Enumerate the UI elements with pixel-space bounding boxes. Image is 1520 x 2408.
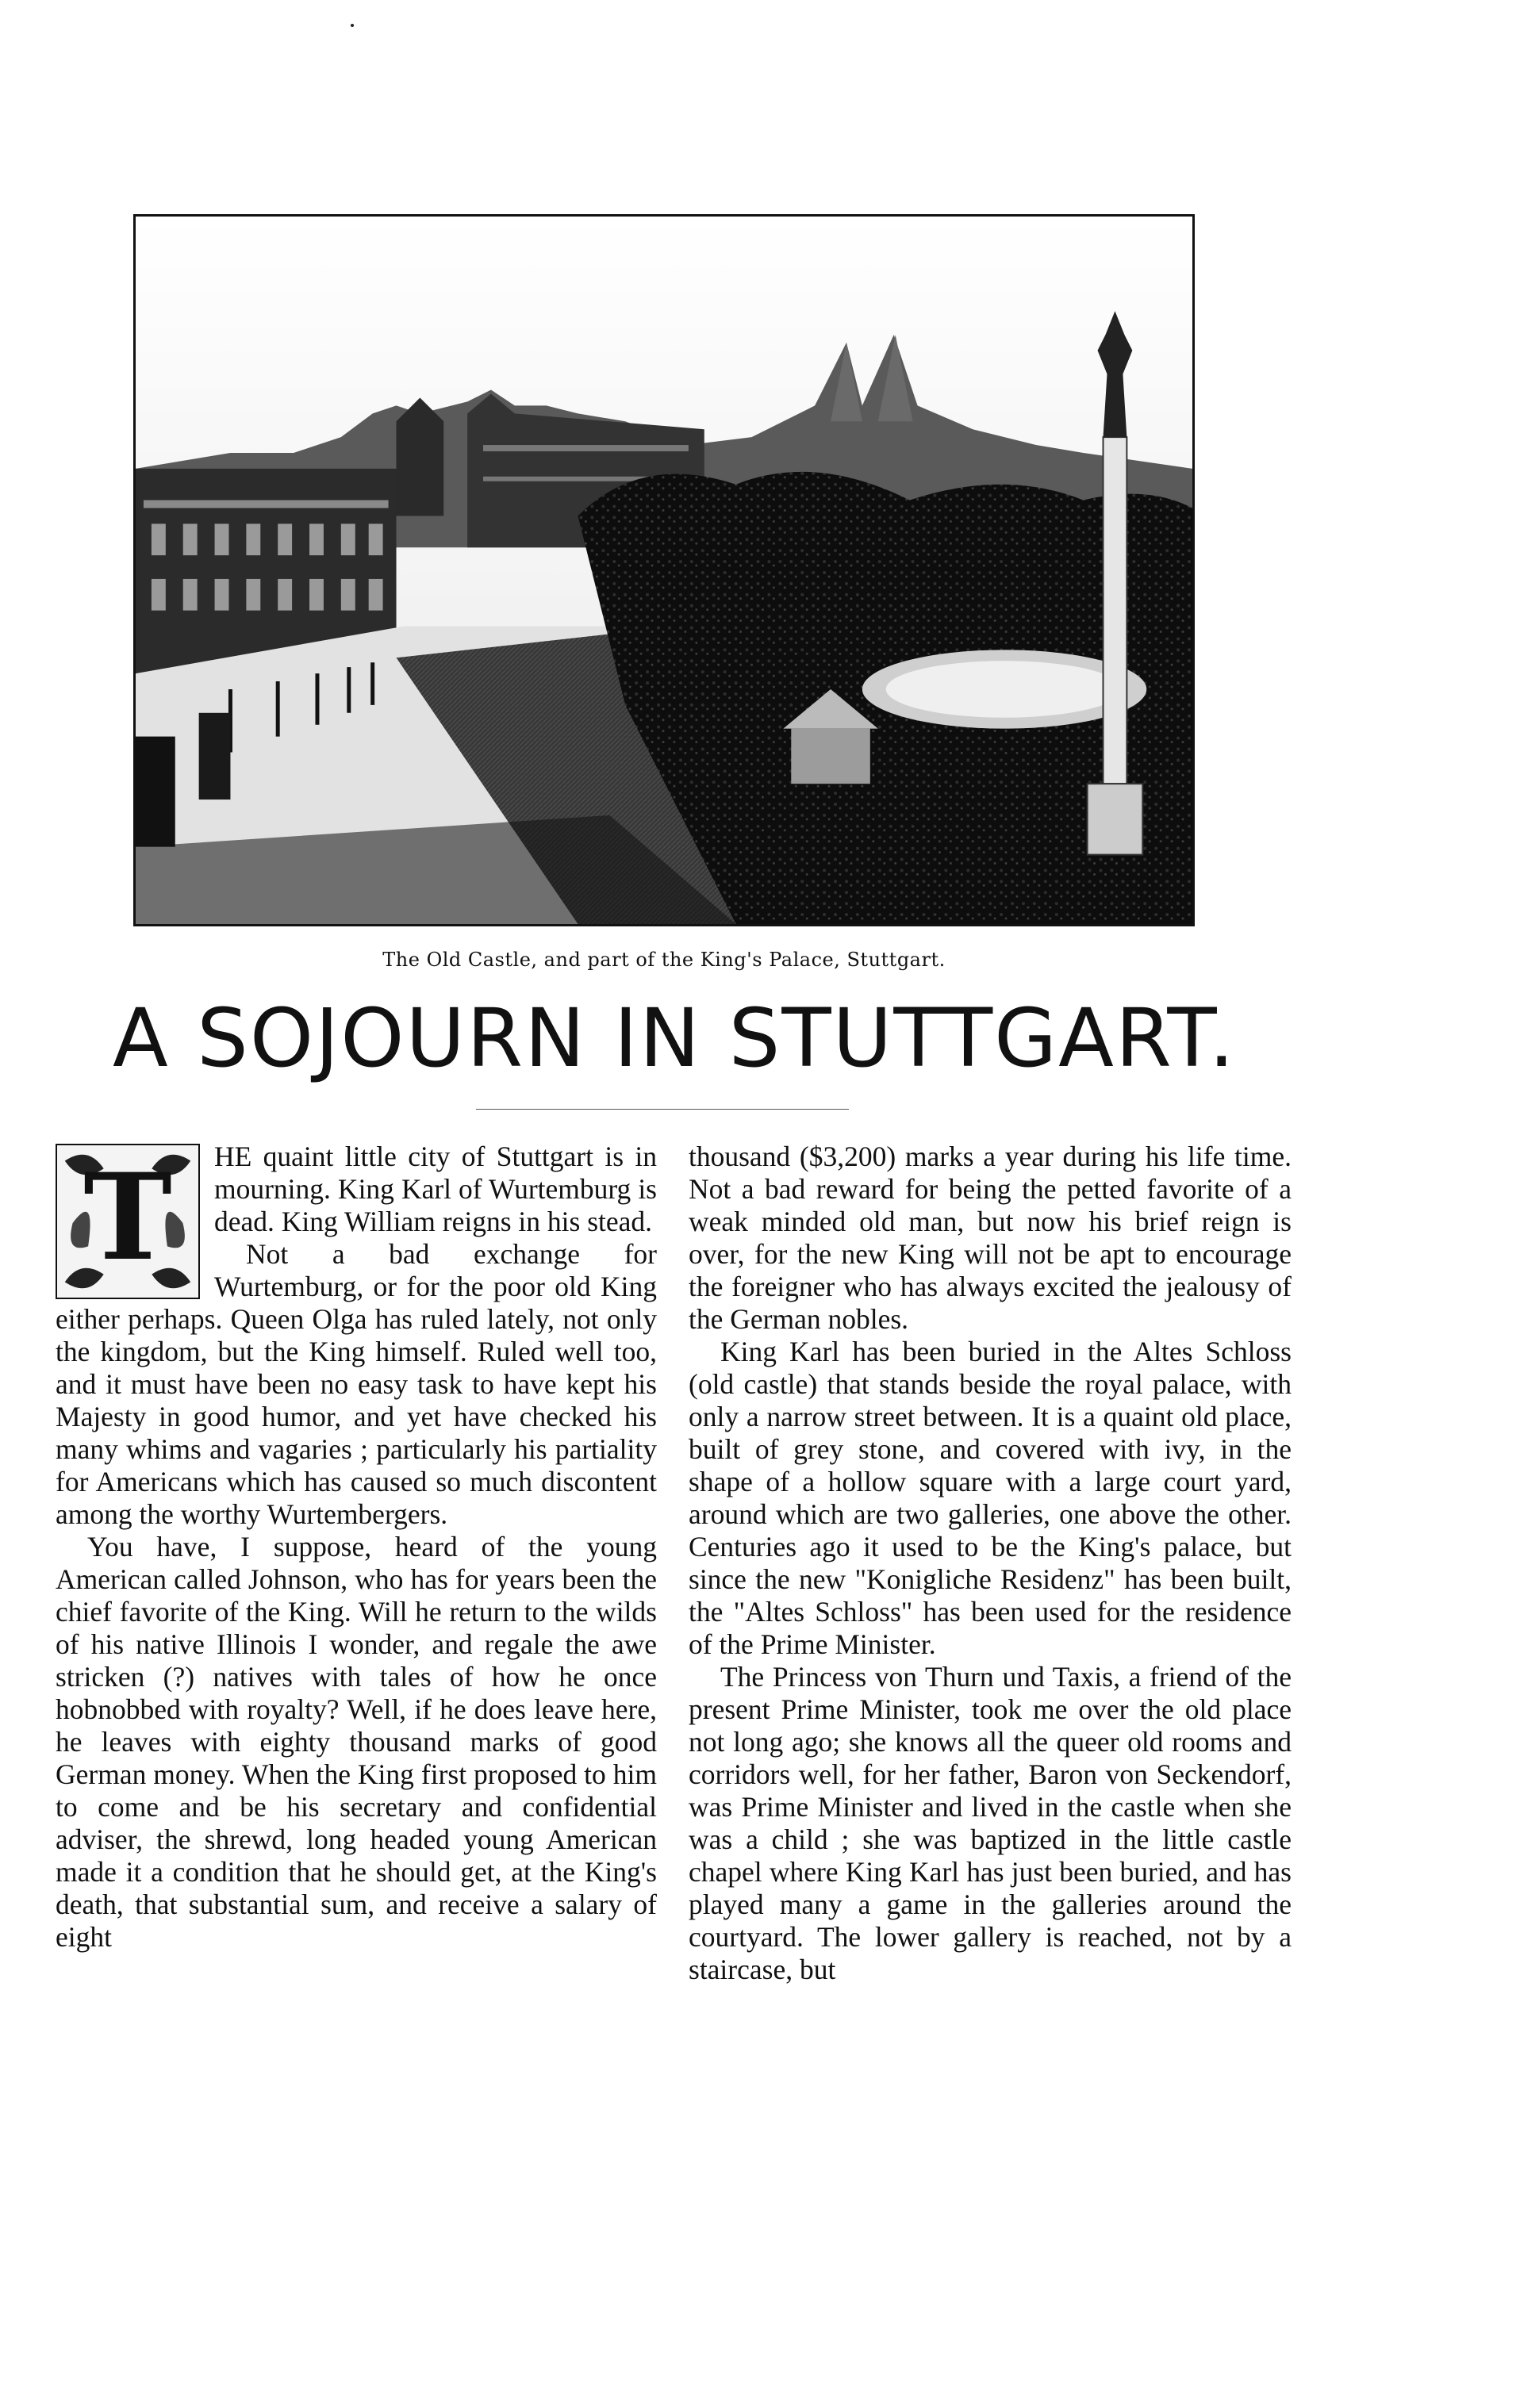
paragraph: Not a bad exchange for Wurtemburg, or for the poor old King either perhaps. Queen Olga has ruled lately, not only the kingdom, but the King himself. Ruled well too, and it must have been no easy task to have kept his Majesty in good humor, and yet have checked his many whims and vagaries ; particularly his partiality for Americans which has caused so much discontent among the worthy Wurtembergers.: [56, 1238, 657, 1530]
paragraph: thousand ($3,200) marks a year during his life time. Not a bad reward for being the petted favorite of a weak minded old man, but now his brief reign is over, for the new King will not be apt to encourage the foreigner who has always excited the jealousy of the German nobles.: [689, 1141, 1292, 1335]
paragraph-text: HE quaint little city of Stuttgart is in mourning. King Karl of Wurtemburg is dead. King William reigns in his stead.: [214, 1141, 657, 1237]
dropcap-letter: T: [83, 1148, 172, 1287]
print-speck: [351, 24, 354, 27]
photo-caption: The Old Castle, and part of the King's Palace, Stuttgart.: [382, 949, 946, 971]
engraving-image: [136, 217, 1192, 924]
ornamental-dropcap: [56, 1144, 200, 1299]
article-title: A SOJOURN IN STUTTGART.: [112, 991, 1237, 1086]
article-column-left: [56, 1141, 657, 1954]
article-column-right: [689, 1141, 1292, 1986]
paragraph: [56, 1141, 657, 1287]
photograph-old-castle-stuttgart: [133, 214, 1195, 926]
paragraph: The Princess von Thurn und Taxis, a friend of the present Prime Minister, took me over the old place not long ago; she knows all the queer old rooms and corridors well, for her father, Baron von Seckendorf, was Prime Minister and lived in the castle when she was a child ; she was baptized in the little castle chapel where King Karl has just been buried, and has played many a game in the galleries around the courtyard. The lower gallery is reached, not by a staircase, but: [689, 1661, 1292, 1985]
title-divider: [476, 1109, 849, 1110]
paragraph: King Karl has been buried in the Altes Schloss (old castle) that stands beside the royal palace, with only a narrow street between. It is a quaint old place, built of grey stone, and covered with ivy, in the shape of a hollow square with a large court yard, around which are two galleries, one above the other. Centuries ago it used to be the King's palace, but since the new "Konigliche Residenz" has been built, the "Altes Schloss" has been used for the residence of the Prime Minister.: [689, 1336, 1292, 1660]
paragraph: You have, I suppose, heard of the young American called Johnson, who has for years been the chief favorite of the King. Will he return to the wilds of his native Illinois I wonder, and regale the awe stricken (?) natives with tales of how he once hobnobbed with royalty? Well, if he does leave here, he leaves with eighty thousand marks of good German money. When the King first proposed to him to come and be his secretary and confidential adviser, the shrewd, long headed young American made it a condition that he should get, at the King's death, that substantial sum, and receive a salary of eight: [56, 1531, 657, 1953]
